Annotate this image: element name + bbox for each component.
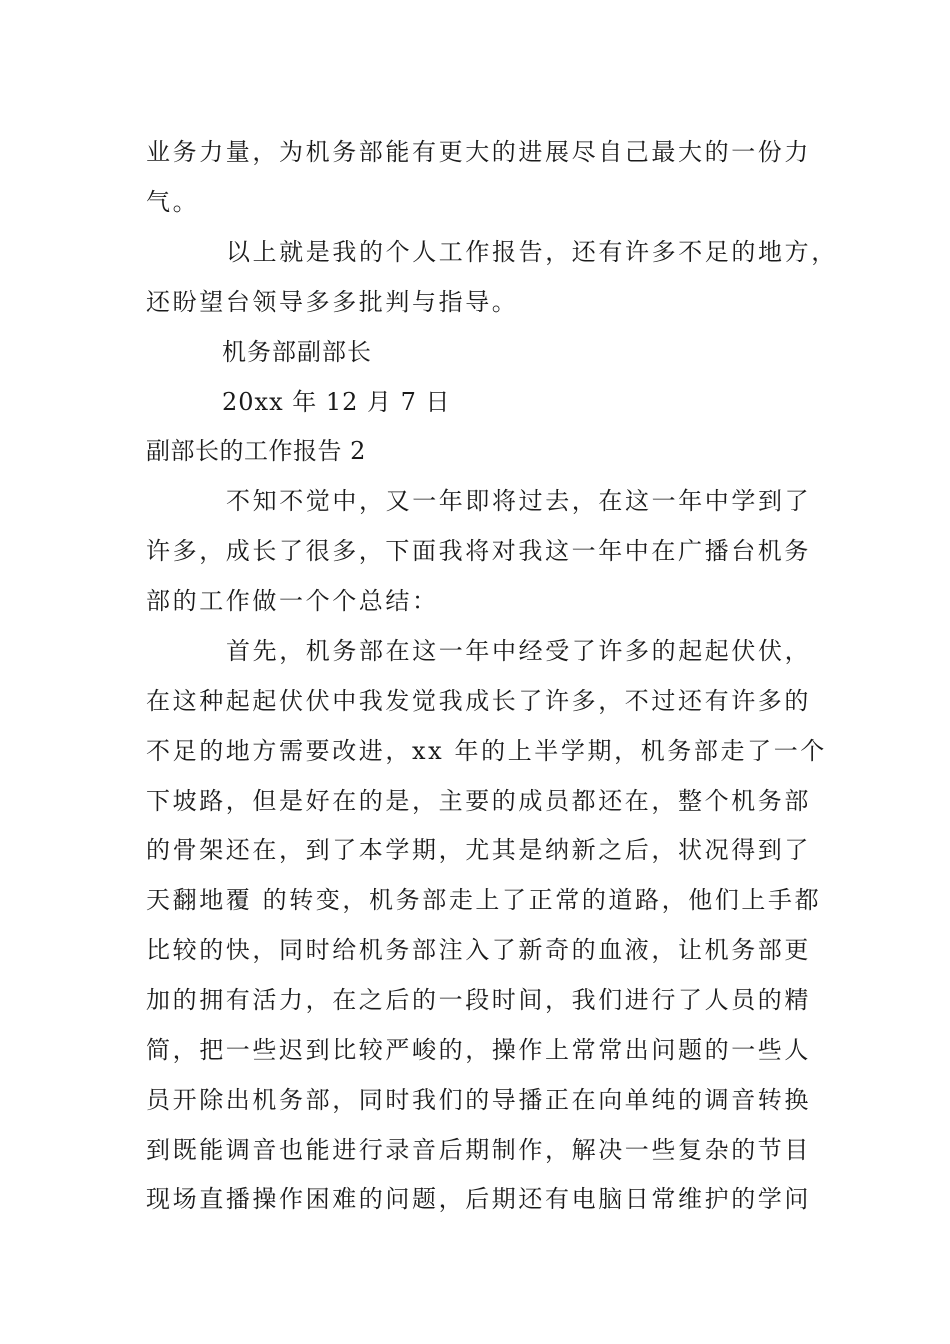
paragraph-line: 不足的地方需要改进，xx 年的上半学期，机务部走了一个 xyxy=(146,737,827,765)
paragraph-line: 下坡路，但是好在的是，主要的成员都还在，整个机务部 xyxy=(146,787,811,815)
section-heading: 副部长的工作报告 2 xyxy=(146,437,366,465)
paragraph-line: 天翻地覆 的转变，机务部走上了正常的道路，他们上手都 xyxy=(146,886,822,914)
paragraph-line: 以上就是我的个人工作报告，还有许多不足的地方， xyxy=(226,238,838,266)
paragraph-line: 现场直播操作困难的问题，后期还有电脑日常维护的学问 xyxy=(146,1185,811,1213)
paragraph-line: 许多，成长了很多，下面我将对我这一年中在广播台机务 xyxy=(146,537,811,565)
paragraph-line: 员开除出机务部，同时我们的导播正在向单纯的调音转换 xyxy=(146,1086,811,1114)
paragraph-line: 到既能调音也能进行录音后期制作，解决一些复杂的节目 xyxy=(146,1136,811,1164)
signature-date: 20xx 年 12 月 7 日 xyxy=(222,388,451,416)
paragraph-line: 首先，机务部在这一年中经受了许多的起起伏伏， xyxy=(226,637,812,665)
paragraph-line: 简，把一些迟到比较严峻的，操作上常常出问题的一些人 xyxy=(146,1036,811,1064)
paragraph-line: 不知不觉中，又一年即将过去，在这一年中学到了 xyxy=(226,487,812,515)
paragraph-line: 在这种起起伏伏中我发觉我成长了许多，不过还有许多的 xyxy=(146,687,811,715)
paragraph-line: 的骨架还在，到了本学期，尤其是纳新之后，状况得到了 xyxy=(146,836,811,864)
paragraph-line: 比较的快，同时给机务部注入了新奇的血液，让机务部更 xyxy=(146,936,811,964)
paragraph-line: 业务力量，为机务部能有更大的进展尽自己最大的一份力 xyxy=(146,138,811,166)
signature-title: 机务部副部长 xyxy=(222,338,372,366)
paragraph-line: 部的工作做一个个总结： xyxy=(146,587,439,615)
paragraph-line: 还盼望台领导多多批判与指导。 xyxy=(146,288,519,316)
paragraph-line: 气。 xyxy=(146,188,200,216)
paragraph-line: 加的拥有活力，在之后的一段时间，我们进行了人员的精 xyxy=(146,986,811,1014)
